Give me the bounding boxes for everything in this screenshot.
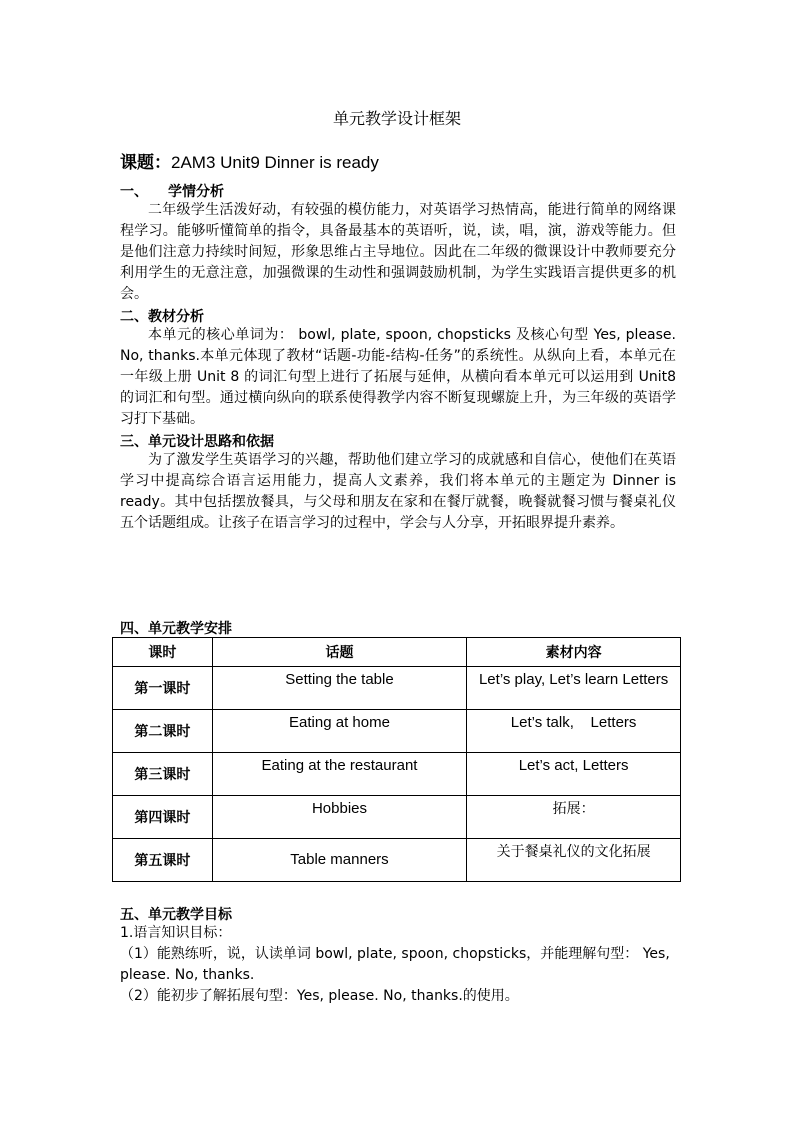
page-title: 单元教学设计框架 [332,109,461,128]
section-5-heading: 五、单元教学目标 [120,907,232,923]
section-1-heading [120,181,224,201]
column-header-topic: 话题 [212,638,466,667]
topic-cell: Hobbies [212,796,466,839]
material-cell: Let’s talk, Letters [467,710,681,753]
goal-item-2: （2）能初步了解拓展句型：Yes, please. No, thanks.的使用。 [120,988,519,1004]
lesson-cell: 第三课时 [113,753,213,796]
topic-cell: Eating at the restaurant [212,753,466,796]
section-1-text: 二年级学生活泼好动，有较强的模仿能力，对英语学习热情高，能进行简单的网络课程学习。能够听懂简单的指令，具备最基本的英语听，说，读，唱，演，游戏等能力。但是他们注意力持续时间短，形象思维占主导地位。因此在二年级的微课设计中教师要充分利用学生的无意注意，加强微课的生动性和强调鼓励机制，为学生实践语言提供更多的机会。 [120,202,676,302]
section-3-text: 为了激发学生英语学习的兴趣，帮助他们建立学习的成就感和自信心，使他们在英语学习中提高综合语言运用能力，提高人文素养，我们将本单元的主题定为 Dinner is ready。其中包括摆放餐具，与父母和朋友在家和在餐厅就餐，晚餐就餐习惯与餐桌礼仪五个话题组成。让孩子在语言学习的过程中，学会与人分享，开拓眼界提升素养。 [120,452,676,531]
course-value: 2AM3 Unit9 Dinner is ready [171,153,379,172]
section-3-heading: 三、单元设计思路和依据 [120,434,274,450]
table-row [113,839,681,882]
topic-cell: Table manners [212,839,466,882]
table-row [113,753,681,796]
lesson-cell: 第五课时 [113,839,213,882]
lesson-cell: 第一课时 [113,667,213,710]
schedule-table [112,637,681,882]
section-2-text: 本单元的核心单词为： bowl, plate, spoon, chopsticks 及核心句型 Yes, please. No, thanks.本单元体现了教材“话题-功能-结构-任务”的系统性。从纵向上看，本单元在一年级上册 Unit 8 的词汇句型上进行了拓展与延伸，从横向看本单元可以运用到 Unit8 的词汇和句型。通过横向纵向的联系使得教学内容不断复现螺旋上升，为三年级的英语学习打下基础。 [120,327,676,427]
table-row [113,710,681,753]
goal-subheading: 1.语言知识目标： [120,925,232,941]
topic-cell: Eating at home [212,710,466,753]
section-2-heading: 二、教材分析 [120,309,204,325]
material-cell: 拓展： [467,796,681,839]
course-title [120,148,379,173]
table-row [113,796,681,839]
material-cell: Let’s act, Letters [467,753,681,796]
lesson-cell: 第四课时 [113,796,213,839]
table-row [113,667,681,710]
material-cell: 关于餐桌礼仪的文化拓展 [467,839,681,882]
material-cell: Let’s play, Let’s learn Letters [467,667,681,710]
table-header-row [113,638,681,667]
section-1-title: 学情分析 [168,184,224,200]
section-4-heading: 四、单元教学安排 [120,621,232,637]
topic-cell: Setting the table [212,667,466,710]
column-header-lesson: 课时 [113,638,213,667]
goal-item-1: （1）能熟练听，说，认读单词 bowl, plate, spoon, chopsticks，并能理解句型： Yes, please. No, thanks. [120,946,670,983]
course-label: 课题： [120,153,171,172]
section-1-number: 一、 [120,184,148,200]
column-header-material: 素材内容 [467,638,681,667]
lesson-cell: 第二课时 [113,710,213,753]
